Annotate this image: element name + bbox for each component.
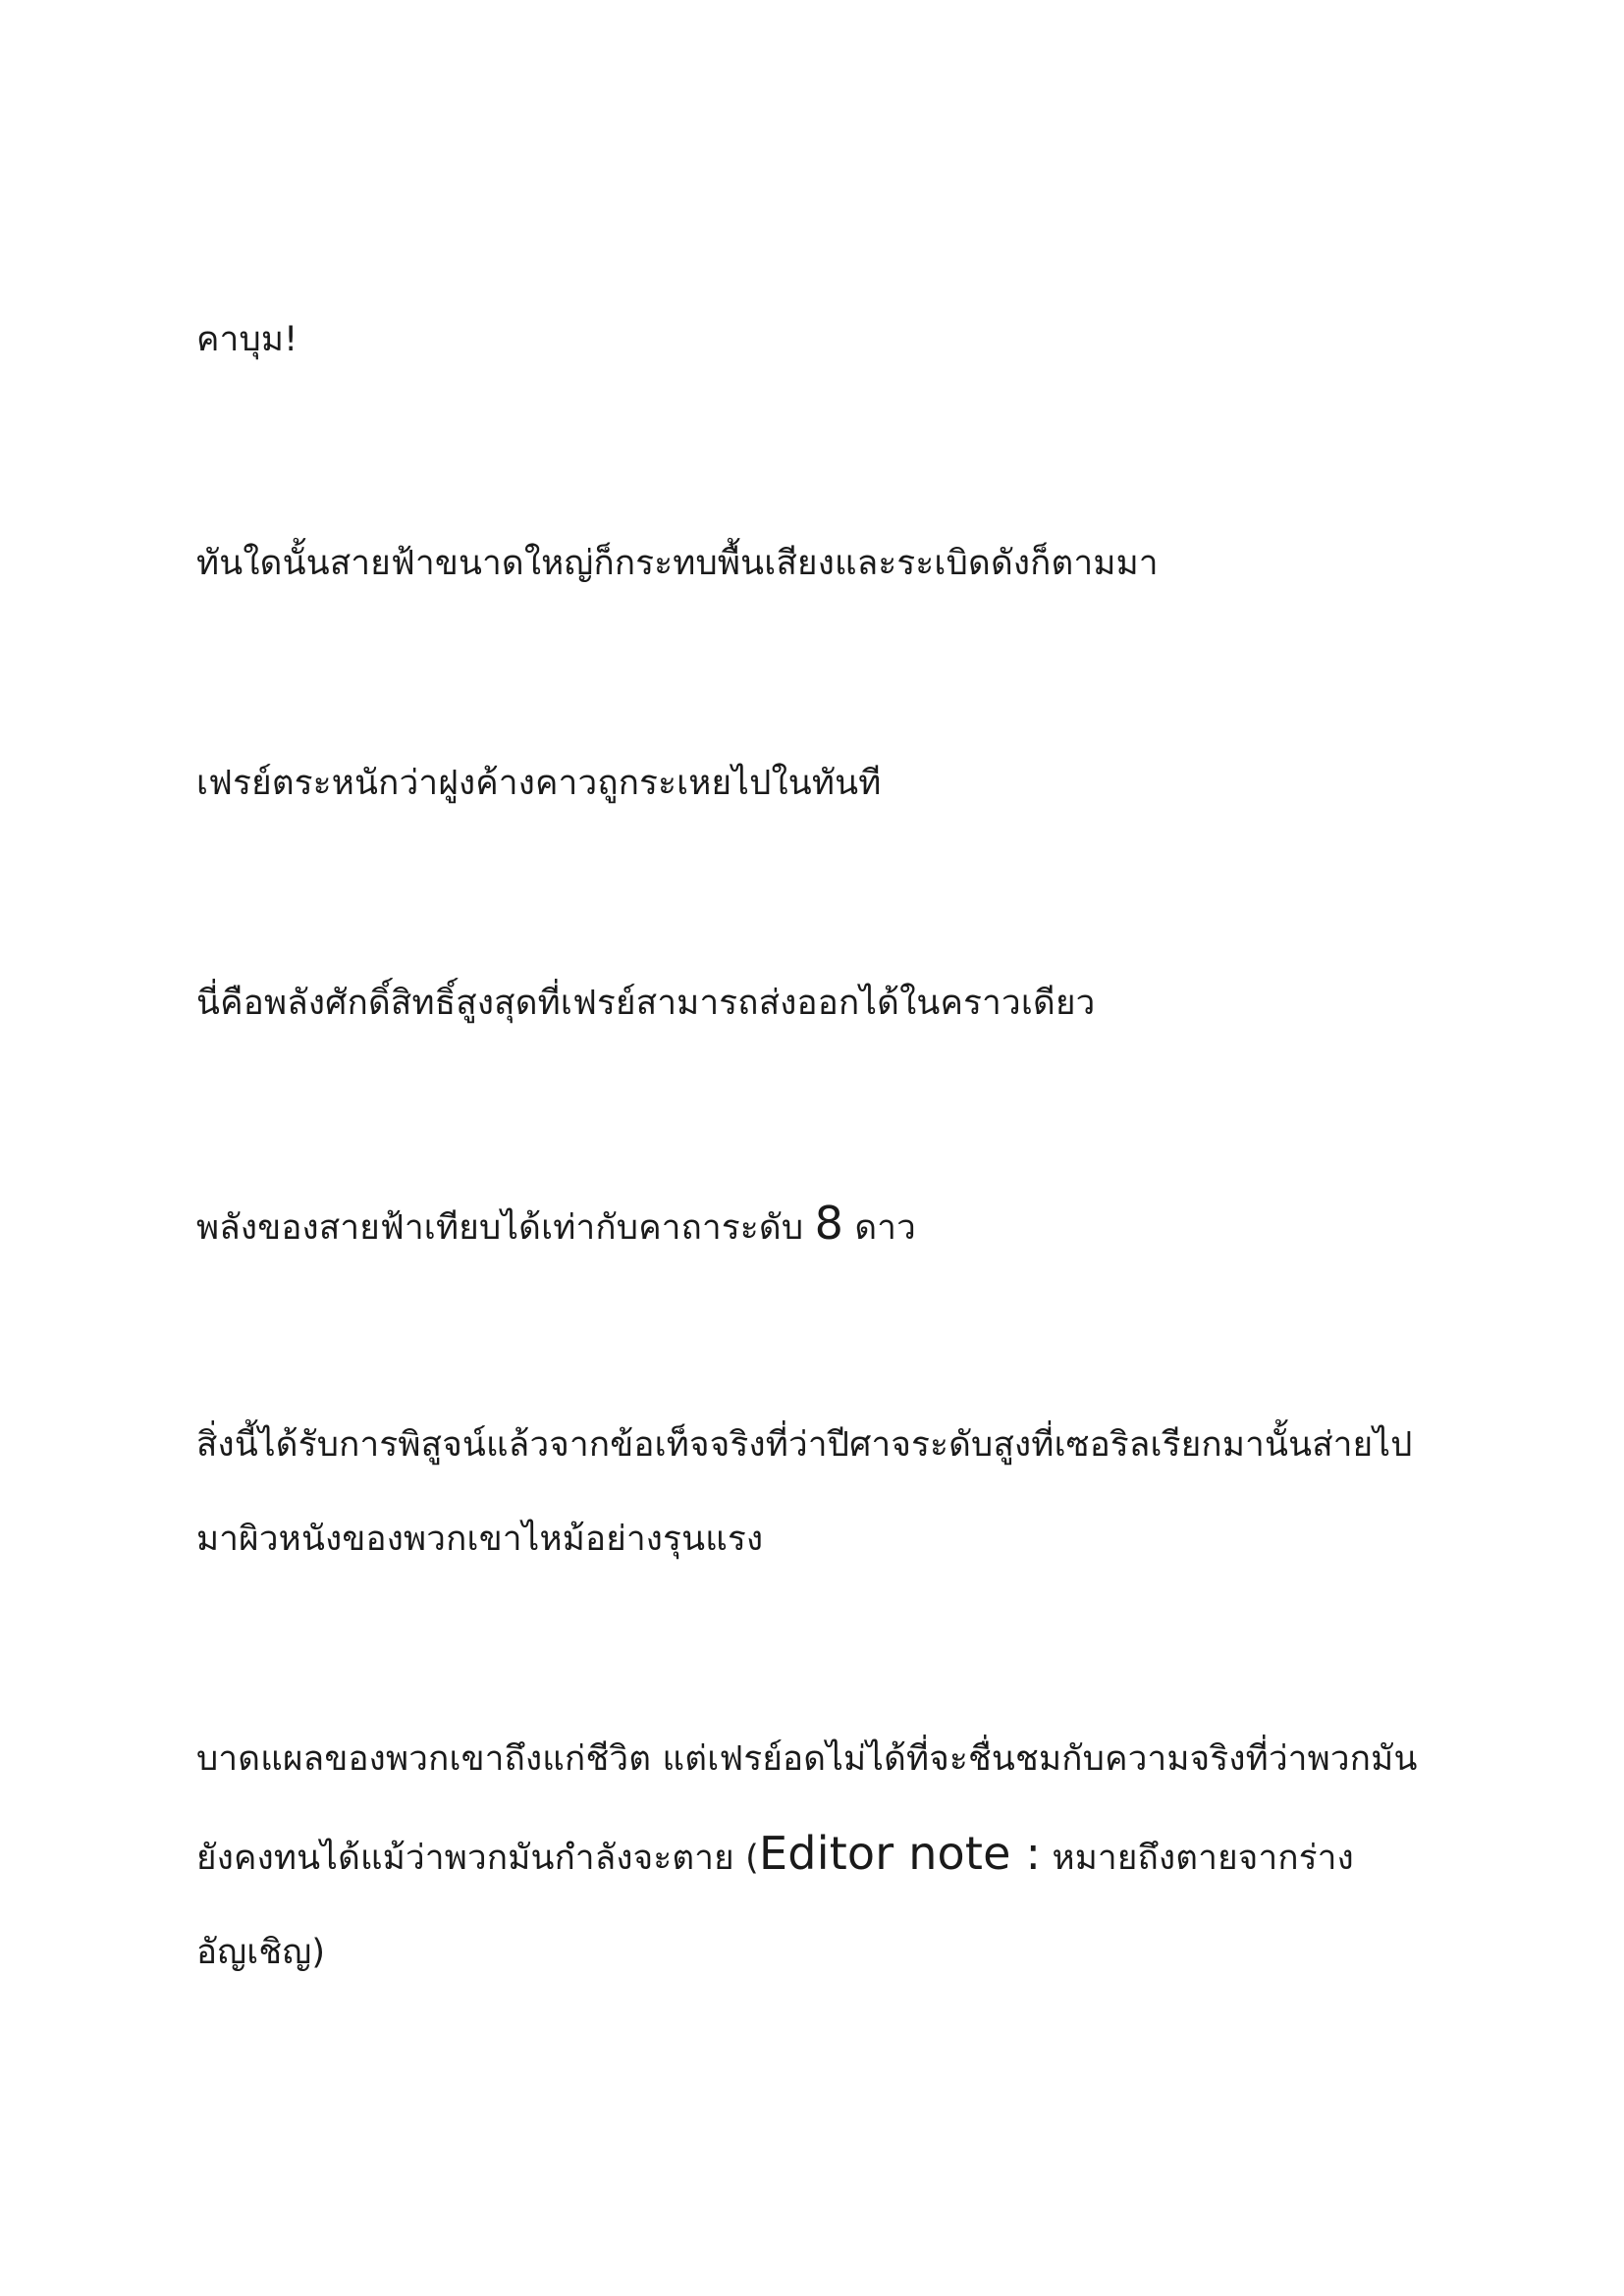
paragraph-7-text-before: บาดแผลของพวกเขาถึงแก่ชีวิต แต่เฟรย์อดไม่ได้ที่จะชื่นชมกับความจริงที่ว่าพวกมันยังคงทนได้แม้ว่าพวกมันกำลังจะตาย ( [196, 1739, 1418, 1878]
paragraph-5-text-after: ดาว [843, 1208, 917, 1248]
paragraph-4: นี่คือพลังศักดิ์สิทธิ์สูงสุดที่เฟรย์สามารถส่งออกได้ในคราวเดียว [196, 984, 1096, 1023]
paragraph-5 [196, 1176, 1434, 1275]
paragraph-7-text-after: หมายถึงตายจากร่างอัญเชิญ) [196, 1839, 1354, 1972]
paragraph-7 [196, 1712, 1434, 2000]
paragraph-1: คาบุม! [196, 320, 298, 359]
editor-note-label: Editor note : [759, 1827, 1042, 1880]
paragraph-6: สิ่งนี้ได้รับการพิสูจน์แล้วจากข้อเท็จจริงที่ว่าปีศาจระดับสูงที่เซอริลเรียกมานั้นส่ายไปมาผิวหนังของพวกเขาไหม้อย่างรุนแรง [196, 1425, 1413, 1559]
paragraph-5-text-before: พลังของสายฟ้าเทียบได้เท่ากับคาถาระดับ [196, 1208, 815, 1248]
paragraph-2: ทันใดนั้นสายฟ้าขนาดใหญ่ก็กระทบพื้นเสียงและระเบิดดังก็ตามมา [196, 544, 1159, 583]
paragraph-3: เฟรย์ตระหนักว่าฝูงค้างคาวถูกระเหยไปในทันที [196, 764, 882, 803]
star-level-number: 8 [814, 1197, 844, 1250]
